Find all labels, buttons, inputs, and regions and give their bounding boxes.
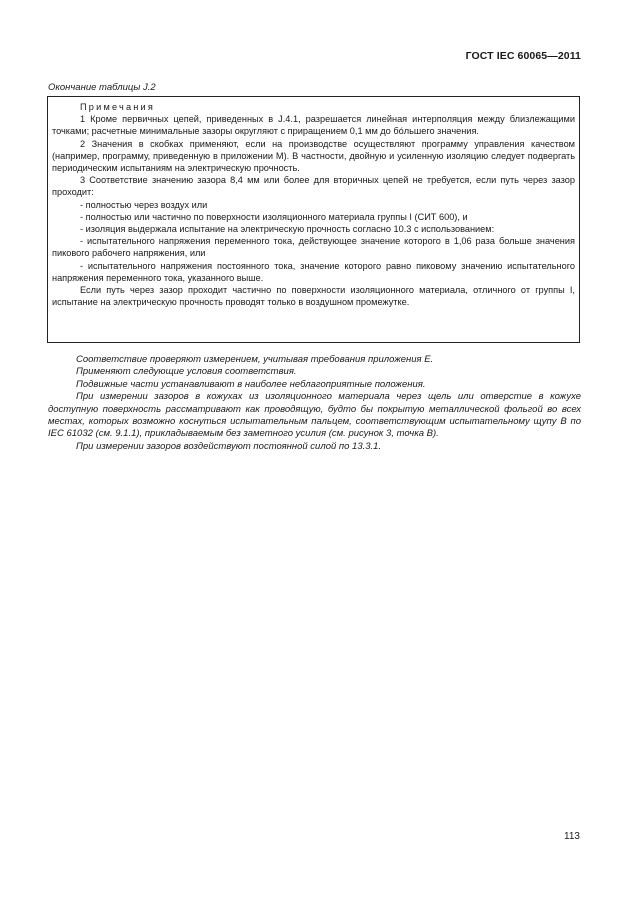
body-paragraph-1: Соответствие проверяют измерением, учитывая требования приложения Е. [76,354,434,365]
note-3: 3 Соответствие значению зазора 8,4 мм или более для вторичных цепей не требуется, если путь через зазор проходит: [52,175,575,198]
body-text [48,354,581,453]
note-1: 1 Кроме первичных цепей, приведенных в J.4.1, разрешается линейная интерполяция между близлежащими точками; расчетные минимальные зазоры округляют с приращением 0,1 мм до бóльшего значения. [52,114,575,137]
document-id-header: ГОСТ IEC 60065—2011 [465,50,581,62]
note-3-item-1: - полностью через воздух или [80,199,208,210]
note-3-item-4: - испытательного напряжения переменного тока, действующее значение которого в 1,06 раза больше значения пикового рабочего напряжения, или [52,236,575,259]
body-paragraph-5: При измерении зазоров воздействуют постоянной силой по 13.3.1. [76,440,382,452]
note-4: Если путь через зазор проходит частично по поверхности изоляционного материала, отличного от группы I, испытание на электрическую прочность проводят только в воздушном промежутке. [52,285,575,308]
page-number: 113 [564,831,580,842]
note-3-item-2: - полностью или частично по поверхности изоляционного материала группы I (СИТ 600), и [80,211,468,222]
notes-table-cell [47,96,580,343]
note-3-item-3: - изоляция выдержала испытание на электрическую прочность согласно 10.3 с использованием: [80,224,495,235]
table-continuation-caption: Окончание таблицы J.2 [48,82,156,93]
body-paragraph-2: Применяют следующие условия соответствия. [76,366,297,378]
note-3-item-5: - испытательного напряжения постоянного тока, значение которого равно пиковому значению испытательного напряжения переменного тока, указанного выше. [52,260,575,283]
body-paragraph-4: При измерении зазоров в кожухах из изоляционного материала через щель или отверстие в кожухе доступную поверхность рассматривают как проводящую, будто бы покрытую металлической фольгой во всех местах, которых возможно коснуться испытательным пальцем, соответствующим испытательному щупу В по IEC 61032 (см. 9.1.1), прикладываемым без заметного усилия (см. рисунок 3, точка В). [48,391,581,440]
notes-heading: Примечания [80,102,156,112]
body-paragraph-3: Подвижные части устанавливают в наиболее неблагоприятные положения. [76,378,426,390]
note-2: 2 Значения в скобках применяют, если на производстве осуществляют программу управления качеством (например, программу, приведенную в приложении М). В частности, двойную и усиленную изоляцию следует подвергать периодическим испытаниям на электрическую прочность. [52,138,575,174]
notes-content [52,101,575,308]
